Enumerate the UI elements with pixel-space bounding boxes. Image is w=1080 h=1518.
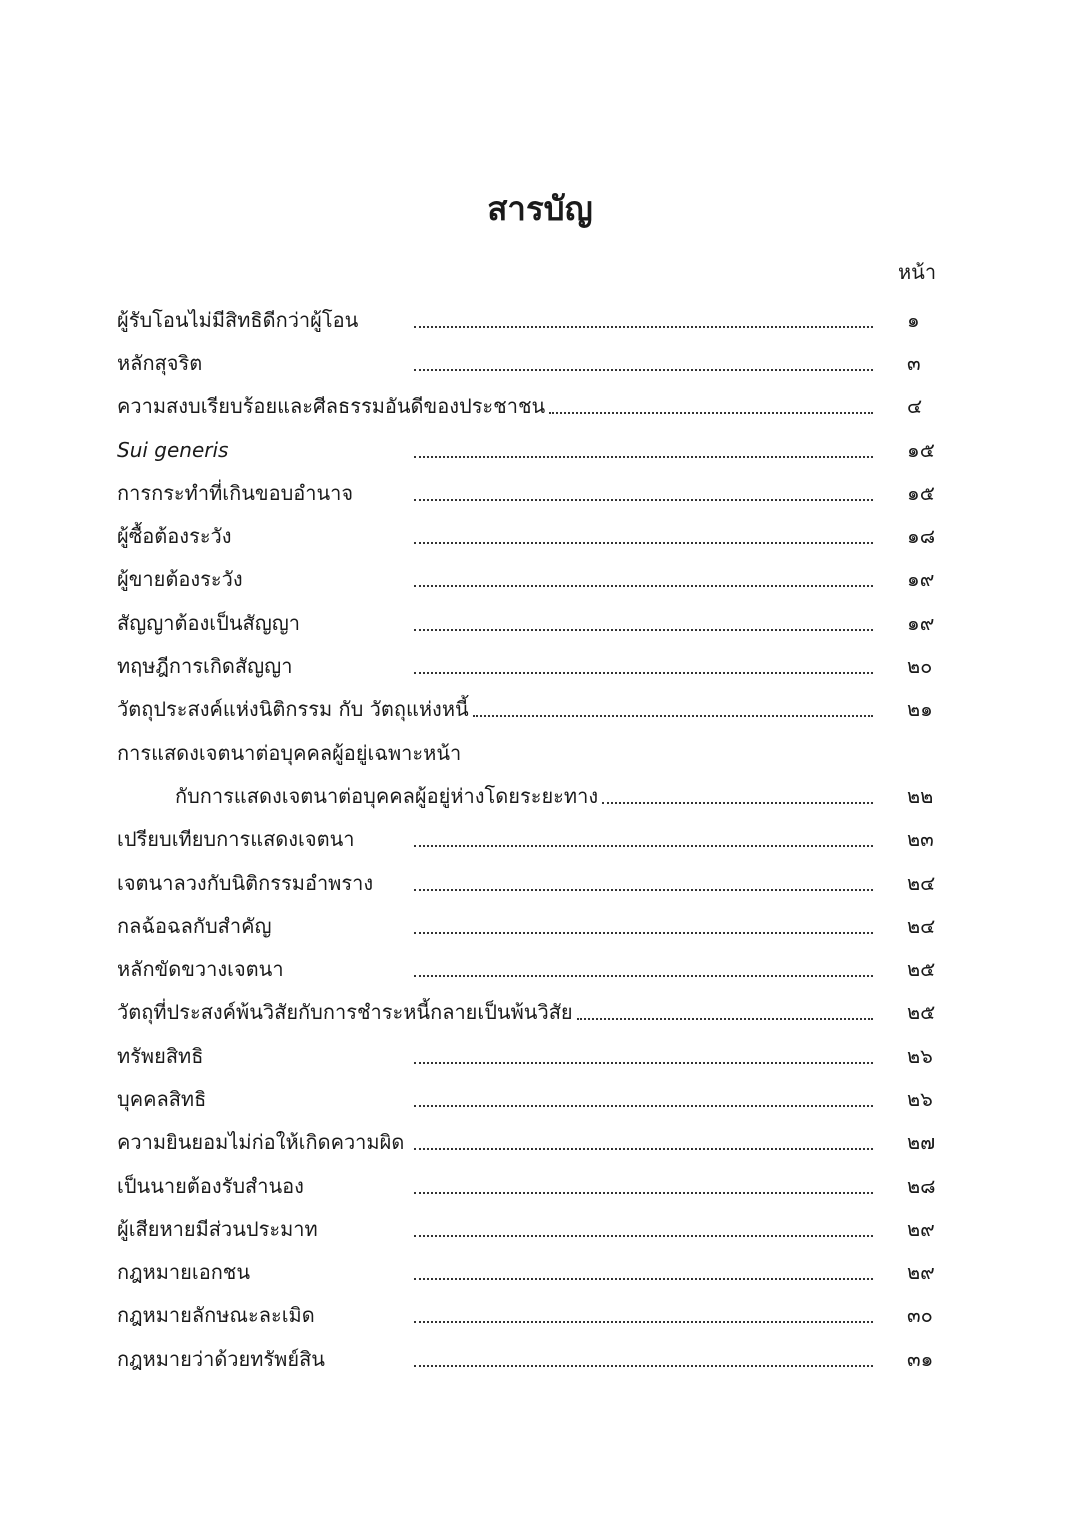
dot-leader	[414, 1052, 873, 1064]
table-of-contents	[117, 298, 937, 1380]
toc-entry-page-number: ๒๘	[907, 1173, 936, 1198]
toc-entry-title: ผู้เสียหายมีส่วนประมาท	[117, 1216, 318, 1241]
dot-leader	[414, 835, 873, 847]
dot-leader	[414, 1268, 873, 1280]
toc-entry[interactable]	[117, 1294, 937, 1337]
toc-entry-title: กฎหมายเอกชน	[117, 1260, 251, 1285]
toc-entry-page-number: ๑๕	[907, 437, 935, 462]
toc-entry-page-number: ๒๗	[907, 1130, 936, 1155]
toc-entry[interactable]	[117, 1251, 937, 1294]
toc-entry-page-number: ๓	[907, 350, 921, 375]
toc-entry-page-number: ๑	[907, 307, 920, 332]
dot-leader	[414, 1138, 873, 1150]
toc-entry-title: ความยินยอมไม่ก่อให้เกิดความผิด	[117, 1130, 405, 1155]
toc-entry-title: ผู้รับโอนไม่มีสิทธิดีกว่าผู้โอน	[117, 307, 359, 332]
toc-entry[interactable]	[117, 774, 937, 817]
toc-entry-title: กฎหมายลักษณะละเมิด	[117, 1303, 315, 1328]
toc-entry[interactable]	[117, 688, 937, 731]
toc-entry-page-number: ๔	[907, 394, 923, 419]
dot-leader	[414, 1095, 873, 1107]
toc-entry-page-number: ๑๕	[907, 480, 935, 505]
dot-leader	[414, 965, 873, 977]
toc-entry-title: ความสงบเรียบร้อยและศีลธรรมอันดีของประชาชน	[117, 394, 546, 419]
toc-entry-page-number: ๒๔	[907, 913, 936, 938]
toc-entry[interactable]	[117, 1337, 937, 1380]
toc-entry-title: การกระทำที่เกินขอบอำนาจ	[117, 480, 354, 505]
dot-leader	[414, 1182, 873, 1194]
page-title: สารบัญ	[487, 189, 593, 228]
toc-entry[interactable]	[117, 385, 937, 428]
dot-leader	[414, 1355, 873, 1367]
dot-leader	[577, 1008, 873, 1020]
toc-entry-page-number: ๒๓	[907, 827, 934, 852]
toc-entry-page-number: ๓๐	[907, 1303, 933, 1328]
toc-entry[interactable]	[117, 731, 937, 774]
toc-entry-title: ทรัพยสิทธิ	[117, 1043, 204, 1068]
toc-entry[interactable]	[117, 1077, 937, 1120]
toc-entry[interactable]	[117, 904, 937, 947]
toc-entry-page-number: ๒๑	[907, 697, 933, 722]
toc-entry-title: ผู้ซื้อต้องระวัง	[117, 524, 232, 549]
toc-entry[interactable]	[117, 644, 937, 687]
dot-leader	[414, 575, 873, 587]
toc-entry[interactable]	[117, 1207, 937, 1250]
toc-entry[interactable]	[117, 514, 937, 557]
toc-entry[interactable]	[117, 991, 937, 1034]
toc-entry-title: วัตถุประสงค์แห่งนิติกรรม กับ วัตถุแห่งหนี้	[117, 697, 469, 722]
dot-leader	[602, 792, 873, 804]
toc-entry-title: บุคคลสิทธิ	[117, 1086, 207, 1111]
toc-entry-title: เจตนาลวงกับนิติกรรมอำพราง	[117, 870, 374, 895]
dot-leader	[414, 532, 873, 544]
toc-entry-title: วัตถุที่ประสงค์พ้นวิสัยกับการชำระหนี้กลายเป็นพ้นวิสัย	[117, 1000, 573, 1025]
dot-leader	[473, 705, 873, 717]
toc-entry[interactable]	[117, 1034, 937, 1077]
dot-leader	[414, 1225, 873, 1237]
toc-entry[interactable]	[117, 341, 937, 384]
toc-entry-page-number: ๒๙	[907, 1216, 935, 1241]
toc-entry-title: การแสดงเจตนาต่อบุคคลผู้อยู่เฉพาะหน้า	[117, 740, 462, 765]
toc-entry-page-number: ๑๙	[907, 610, 935, 635]
toc-entry-page-number: ๑๘	[907, 524, 936, 549]
toc-entry-page-number: ๒๖	[907, 1086, 933, 1111]
toc-entry-title: หลักสุจริต	[117, 350, 203, 375]
toc-entry[interactable]	[117, 818, 937, 861]
dot-leader	[414, 619, 873, 631]
toc-entry-page-number: ๒๔	[907, 870, 936, 895]
toc-entry-page-number: ๒๐	[907, 654, 933, 679]
toc-entry[interactable]	[117, 1164, 937, 1207]
toc-entry[interactable]	[117, 947, 937, 990]
toc-entry-page-number: ๒๕	[907, 1000, 936, 1025]
toc-entry-title: ทฤษฎีการเกิดสัญญา	[117, 654, 293, 679]
toc-entry[interactable]	[117, 1121, 937, 1164]
toc-entry-title: กับการแสดงเจตนาต่อบุคคลผู้อยู่ห่างโดยระยะทาง	[175, 783, 599, 808]
dot-leader	[414, 359, 873, 371]
toc-entry[interactable]	[117, 601, 937, 644]
toc-entry-title: กลฉ้อฉลกับสำคัญ	[117, 913, 272, 938]
dot-leader	[414, 662, 873, 674]
dot-leader	[414, 489, 873, 501]
toc-entry-page-number: ๒๕	[907, 957, 936, 982]
toc-entry[interactable]	[117, 861, 937, 904]
dot-leader	[414, 922, 873, 934]
toc-entry-title: ผู้ขายต้องระวัง	[117, 567, 243, 592]
toc-entry-title: สัญญาต้องเป็นสัญญา	[117, 610, 301, 635]
toc-entry[interactable]	[117, 298, 937, 341]
toc-entry-page-number: ๑๙	[907, 567, 935, 592]
dot-leader	[414, 879, 873, 891]
toc-entry-title: เปรียบเทียบการแสดงเจตนา	[117, 827, 355, 852]
toc-entry-page-number: ๓๑	[907, 1346, 934, 1371]
toc-entry-title: เป็นนายต้องรับสำนอง	[117, 1173, 304, 1198]
toc-entry[interactable]	[117, 471, 937, 514]
dot-leader	[414, 446, 873, 458]
page-column-header: หน้า	[898, 260, 937, 284]
dot-leader	[414, 1311, 873, 1323]
toc-entry-page-number: ๒๖	[907, 1043, 933, 1068]
toc-entry-page-number: ๒๒	[907, 783, 934, 808]
toc-entry-title: Sui generis	[117, 437, 229, 462]
toc-entry-title: กฎหมายว่าด้วยทรัพย์สิน	[117, 1346, 325, 1371]
toc-entry[interactable]	[117, 428, 937, 471]
toc-entry-page-number: ๒๙	[907, 1260, 935, 1285]
toc-entry[interactable]	[117, 558, 937, 601]
toc-entry-title: หลักขัดขวางเจตนา	[117, 957, 284, 982]
dot-leader	[549, 402, 873, 414]
dot-leader	[414, 316, 873, 328]
